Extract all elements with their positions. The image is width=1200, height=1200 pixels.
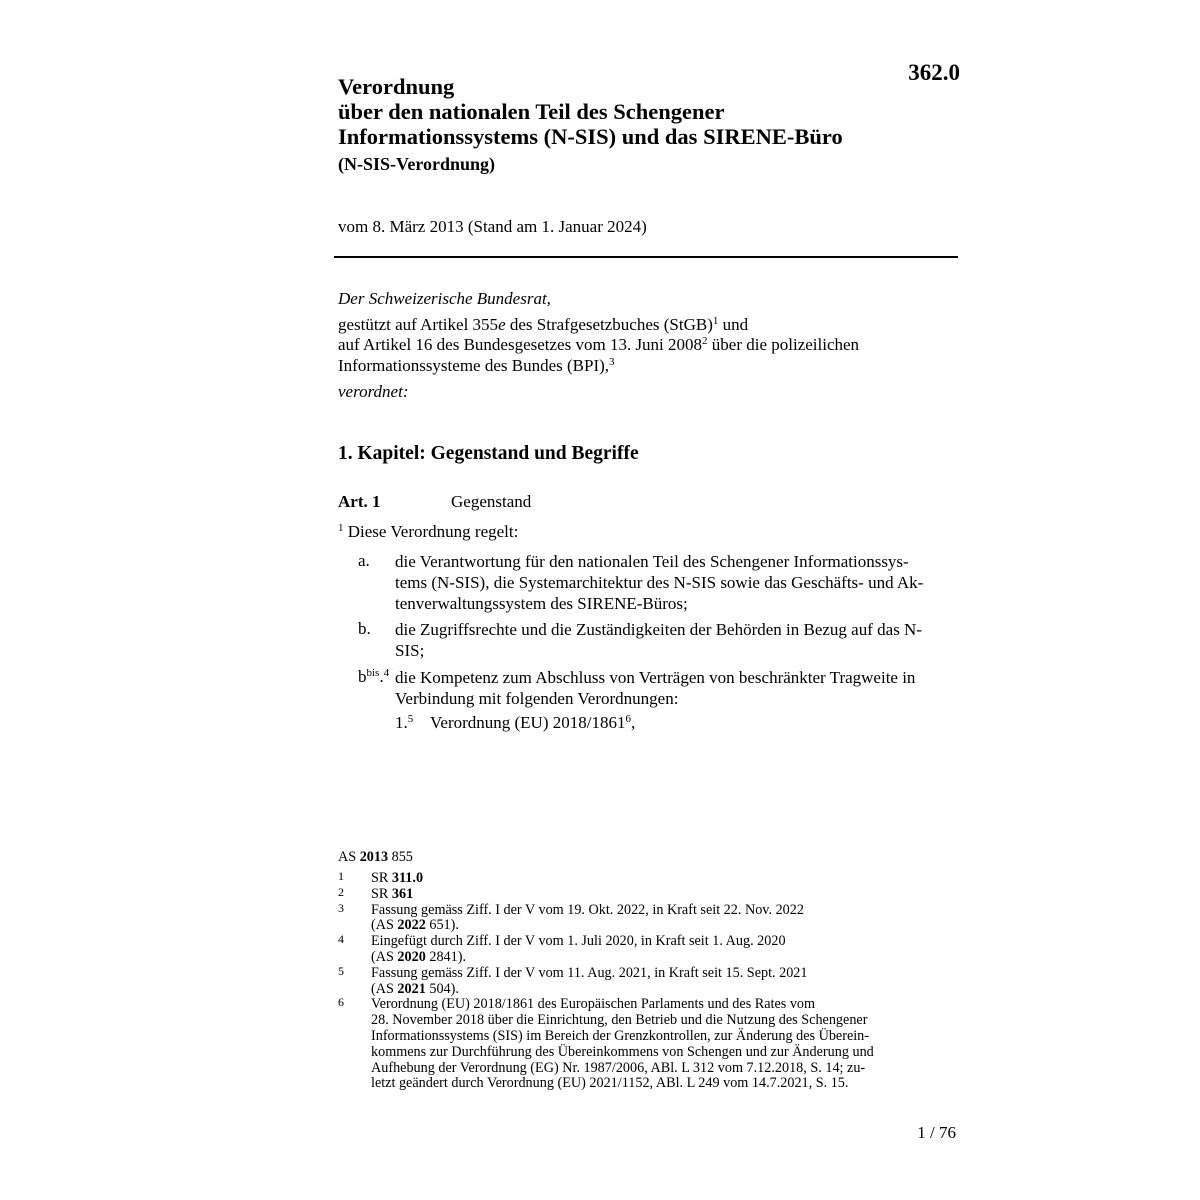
footnote-bold-part: 361 (391, 885, 414, 902)
footnote-text (371, 997, 815, 1013)
as-page: 855 (388, 849, 413, 865)
document-title (338, 74, 843, 149)
footnote-bold-part: 2020 (397, 948, 426, 965)
item-line: SIS; (395, 641, 425, 660)
footnote-bold-part: 2021 (397, 980, 426, 997)
item-line: die Zugriffsrechte und die Zuständigkeiten der Behörden in Bezug auf das N- (395, 620, 922, 639)
item-line: die Verantwortung für den nationalen Teil des Schengener Informationssys- (395, 552, 909, 571)
article-title: Gegenstand (451, 492, 532, 511)
footnote-text-part: SR (371, 870, 392, 886)
preamble-text: über die polizeilichen (707, 335, 860, 354)
header-divider (334, 256, 958, 258)
item-line: Verbindung mit folgenden Verordnungen: (395, 689, 679, 708)
as-year: 2013 (359, 849, 389, 865)
footnote-text (371, 934, 786, 950)
footnote-text (371, 1029, 869, 1045)
footnote-bold-part: 2022 (397, 917, 426, 934)
footnote-ref[interactable]: 6 (625, 713, 631, 725)
item-letter: b. (358, 619, 371, 638)
footnote-text (371, 950, 466, 966)
footnote-number: 2 (338, 884, 344, 899)
footnote-ref[interactable]: 5 (407, 713, 414, 725)
list-item (395, 619, 957, 661)
footnote-text (371, 918, 459, 934)
footnote-text (371, 982, 459, 998)
preamble-text: und (718, 315, 749, 334)
footnote-text (371, 1013, 867, 1029)
footnote-bold-part: 311.0 (391, 870, 424, 886)
footnote-text-part: Verordnung (EU) 2018/1861 des Europäischen Parlaments und des Rates vom (371, 996, 816, 1013)
item-letter-dot: . (379, 667, 384, 686)
footnote-text-part: Eingefügt durch Ziff. I der V vom 1. Juli 2020, in Kraft seit 1. Aug. 2020 (371, 933, 786, 950)
footnote-number: 1 (338, 869, 344, 883)
footnote-text-part: Aufhebung der Verordnung (EG) Nr. 1987/2006, ABl. L 312 vom 7.12.2018, S. 14; zu- (371, 1059, 866, 1076)
sub-item-num: 1. (395, 713, 408, 732)
footnote-number: 6 (338, 995, 344, 1010)
date-line: vom 8. März 2013 (Stand am 1. Januar 2024) (338, 217, 647, 236)
footnote-text-part: Informationssystems (SIS) im Bereich der Grenzkontrollen, zur Änderung des Überein- (371, 1027, 870, 1044)
footnote-text (371, 1045, 874, 1061)
preamble-basis-line (338, 356, 615, 376)
footnote-text-part: kommens zur Durchführung des Übereinkommens von Schengen und zur Änderung und (371, 1043, 874, 1060)
footnote-text (371, 887, 413, 903)
paragraph-number: 1 (338, 522, 344, 534)
preamble-text: gestützt auf Artikel 355 (338, 315, 499, 334)
footnote-number: 5 (338, 963, 344, 978)
footnote-text-part: Fassung gemäss Ziff. I der V vom 19. Okt. 2022, in Kraft seit 22. Nov. 2022 (371, 901, 804, 918)
intro-text: Diese Verordnung regelt: (343, 522, 519, 541)
title-line: Informationssystems (N-SIS) und das SIRENE-Büro (338, 124, 843, 149)
footnote-ref[interactable]: 4 (383, 667, 390, 679)
item-line: die Kompetenz zum Abschluss von Verträgen von beschränkter Tragweite in (395, 668, 916, 687)
preamble-text: auf Artikel 16 des Bundesgesetzes vom 13. Juni 2008 (338, 335, 703, 354)
footnote-text-part: SR (371, 885, 392, 902)
item-letter: b (358, 667, 367, 686)
footnote-number: 4 (338, 932, 344, 947)
sub-item-punct: , (630, 713, 636, 732)
footnote-ref[interactable]: 2 (702, 335, 708, 347)
preamble-verb: verordnet: (338, 382, 409, 401)
item-line: tems (N-SIS), die Systemarchitektur des N-SIS sowie das Geschäfts- und Ak- (395, 573, 924, 592)
chapter-heading: 1. Kapitel: Gegenstand und Begriffe (338, 443, 639, 464)
footnote-text-part: 2841). (425, 948, 466, 965)
footnote-text-part: (AS (371, 917, 398, 934)
item-letter: a. (358, 551, 370, 570)
sr-number: 362.0 (908, 60, 960, 85)
footnote-text-part: 28. November 2018 über die Einrichtung, den Betrieb und die Nutzung des Schengener (371, 1012, 868, 1029)
preamble-authority: Der Schweizerische Bundesrat, (338, 289, 551, 308)
preamble-text: des Strafgesetzbuches (StGB) (505, 315, 713, 334)
footnote-text-part: letzt geändert durch Verordnung (EU) 2021/1152, ABl. L 249 vom 14.7.2021, S. 15. (371, 1075, 849, 1092)
preamble-basis-line (338, 315, 748, 335)
preamble-text: Informationssysteme des Bundes (BPI), (338, 356, 610, 375)
title-line: Verordnung (338, 74, 455, 99)
footnote-text-part: (AS (371, 980, 398, 997)
list-item (395, 667, 957, 709)
short-title: (N-SIS-Verordnung) (338, 154, 496, 174)
as-prefix: AS (338, 849, 360, 865)
title-line: über den nationalen Teil des Schengener (338, 99, 725, 124)
footnote-text-part: 651). (425, 917, 459, 934)
preamble-text: e (498, 315, 506, 334)
list-item (395, 551, 957, 614)
sub-item-number (395, 713, 413, 733)
item-line: tenverwaltungssystem des SIRENE-Büros; (395, 594, 688, 613)
letter-suffix: bis (366, 667, 380, 679)
footnote-text (371, 1076, 848, 1092)
preamble-basis-line (338, 335, 859, 355)
sub-item-label: Verordnung (EU) 2018/1861 (430, 713, 626, 732)
article-number: Art. 1 (338, 492, 381, 511)
page-number: 1 / 76 (917, 1123, 956, 1142)
footnote-text (371, 903, 804, 919)
footnote-text-part: 504). (425, 980, 459, 997)
footnote-text (371, 1061, 865, 1077)
item-letter-bbis (358, 667, 389, 687)
footnote-number: 3 (338, 900, 344, 915)
footnote-text-part: Fassung gemäss Ziff. I der V vom 11. Aug. 2021, in Kraft seit 15. Sept. 2021 (371, 964, 808, 981)
sub-item-text (430, 713, 635, 733)
footnote-text (371, 966, 808, 982)
footnote-ref[interactable]: 3 (609, 356, 615, 368)
article-intro (338, 522, 518, 542)
footnote-text-part: (AS (371, 948, 398, 965)
footnote-text (371, 871, 423, 887)
as-reference (338, 850, 413, 866)
footnote-ref[interactable]: 1 (712, 315, 719, 327)
